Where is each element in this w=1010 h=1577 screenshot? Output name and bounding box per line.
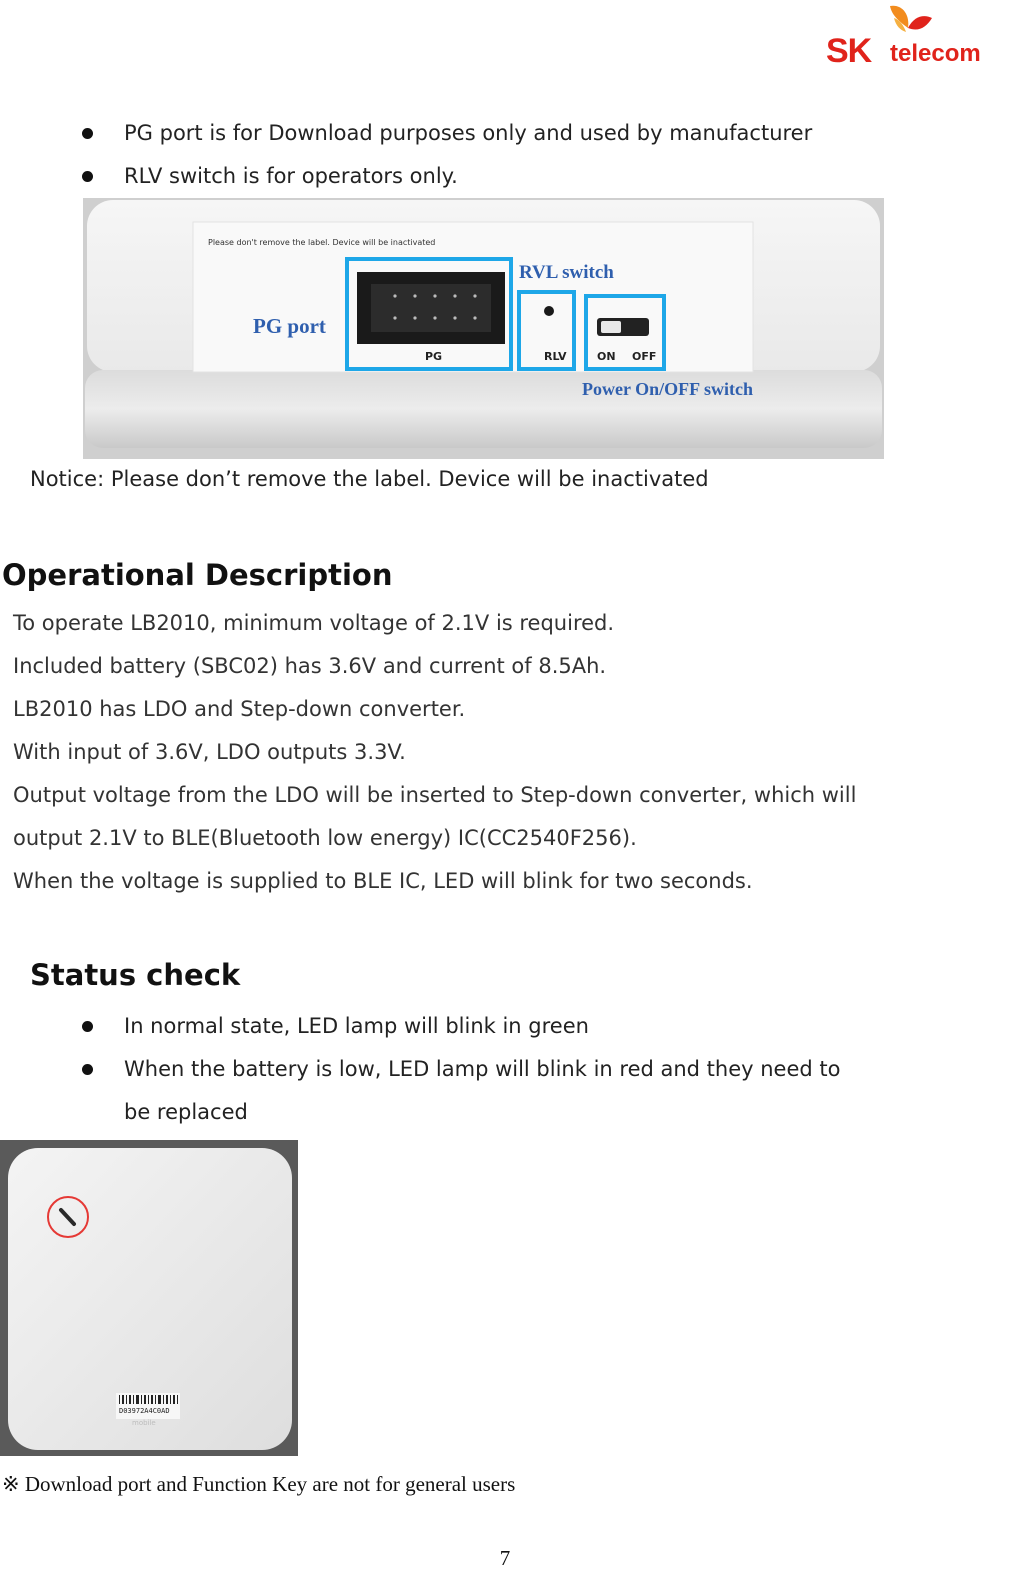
device-label-text: Please don't remove the label. Device will be inactivated — [208, 238, 436, 247]
device-ports-photo — [83, 198, 884, 459]
barcode-text: D03972A4C0AD — [119, 1407, 170, 1415]
rvl-switch-annotation: RVL switch — [519, 262, 614, 283]
section-title-operational: Operational Description — [2, 558, 393, 592]
logo-brand: SK — [826, 32, 872, 70]
paragraph-line: Included battery (SBC02) has 3.6V and current of 8.5Ah. — [13, 654, 607, 678]
rlv-button — [544, 306, 554, 316]
bullet-icon — [82, 1064, 93, 1075]
section-title-status: Status check — [30, 958, 241, 992]
bullet-icon — [82, 171, 93, 182]
pg-connector-label: PG — [425, 350, 443, 363]
paragraph-line: When the voltage is supplied to BLE IC, LED will blink for two seconds. — [13, 869, 753, 893]
paragraph-line: output 2.1V to BLE(Bluetooth low energy) IC(CC2540F256). — [13, 826, 637, 850]
bullet-icon — [82, 128, 93, 139]
paragraph-line: Output voltage from the LDO will be inserted to Step-down converter, which will — [13, 783, 857, 807]
paragraph-line: With input of 3.6V, LDO outputs 3.3V. — [13, 740, 406, 764]
off-label: OFF — [632, 350, 657, 363]
paragraph-line: To operate LB2010, minimum voltage of 2.1V is required. — [13, 611, 615, 635]
bullet-icon — [82, 1021, 93, 1032]
page-number: 7 — [499, 1546, 511, 1570]
brand-text: mobile — [132, 1419, 156, 1427]
device-ports-illustration — [83, 198, 884, 459]
power-switch-annotation: Power On/OFF switch — [582, 379, 753, 399]
logo-product: telecom — [890, 40, 981, 67]
device-top-illustration — [0, 1140, 298, 1456]
paragraph-line: LB2010 has LDO and Step-down converter. — [13, 697, 466, 721]
footnote: ※ Download port and Function Key are not for general users — [2, 1472, 516, 1496]
rlv-label: RLV — [544, 350, 567, 363]
sk-telecom-logo — [822, 2, 1002, 72]
on-label: ON — [597, 350, 616, 363]
pg-port-annotation: PG port — [253, 314, 326, 338]
device-top-photo — [0, 1140, 298, 1456]
figure-caption: Notice: Please don’t remove the label. Device will be inactivated — [30, 467, 709, 491]
butterfly-icon — [884, 2, 934, 42]
